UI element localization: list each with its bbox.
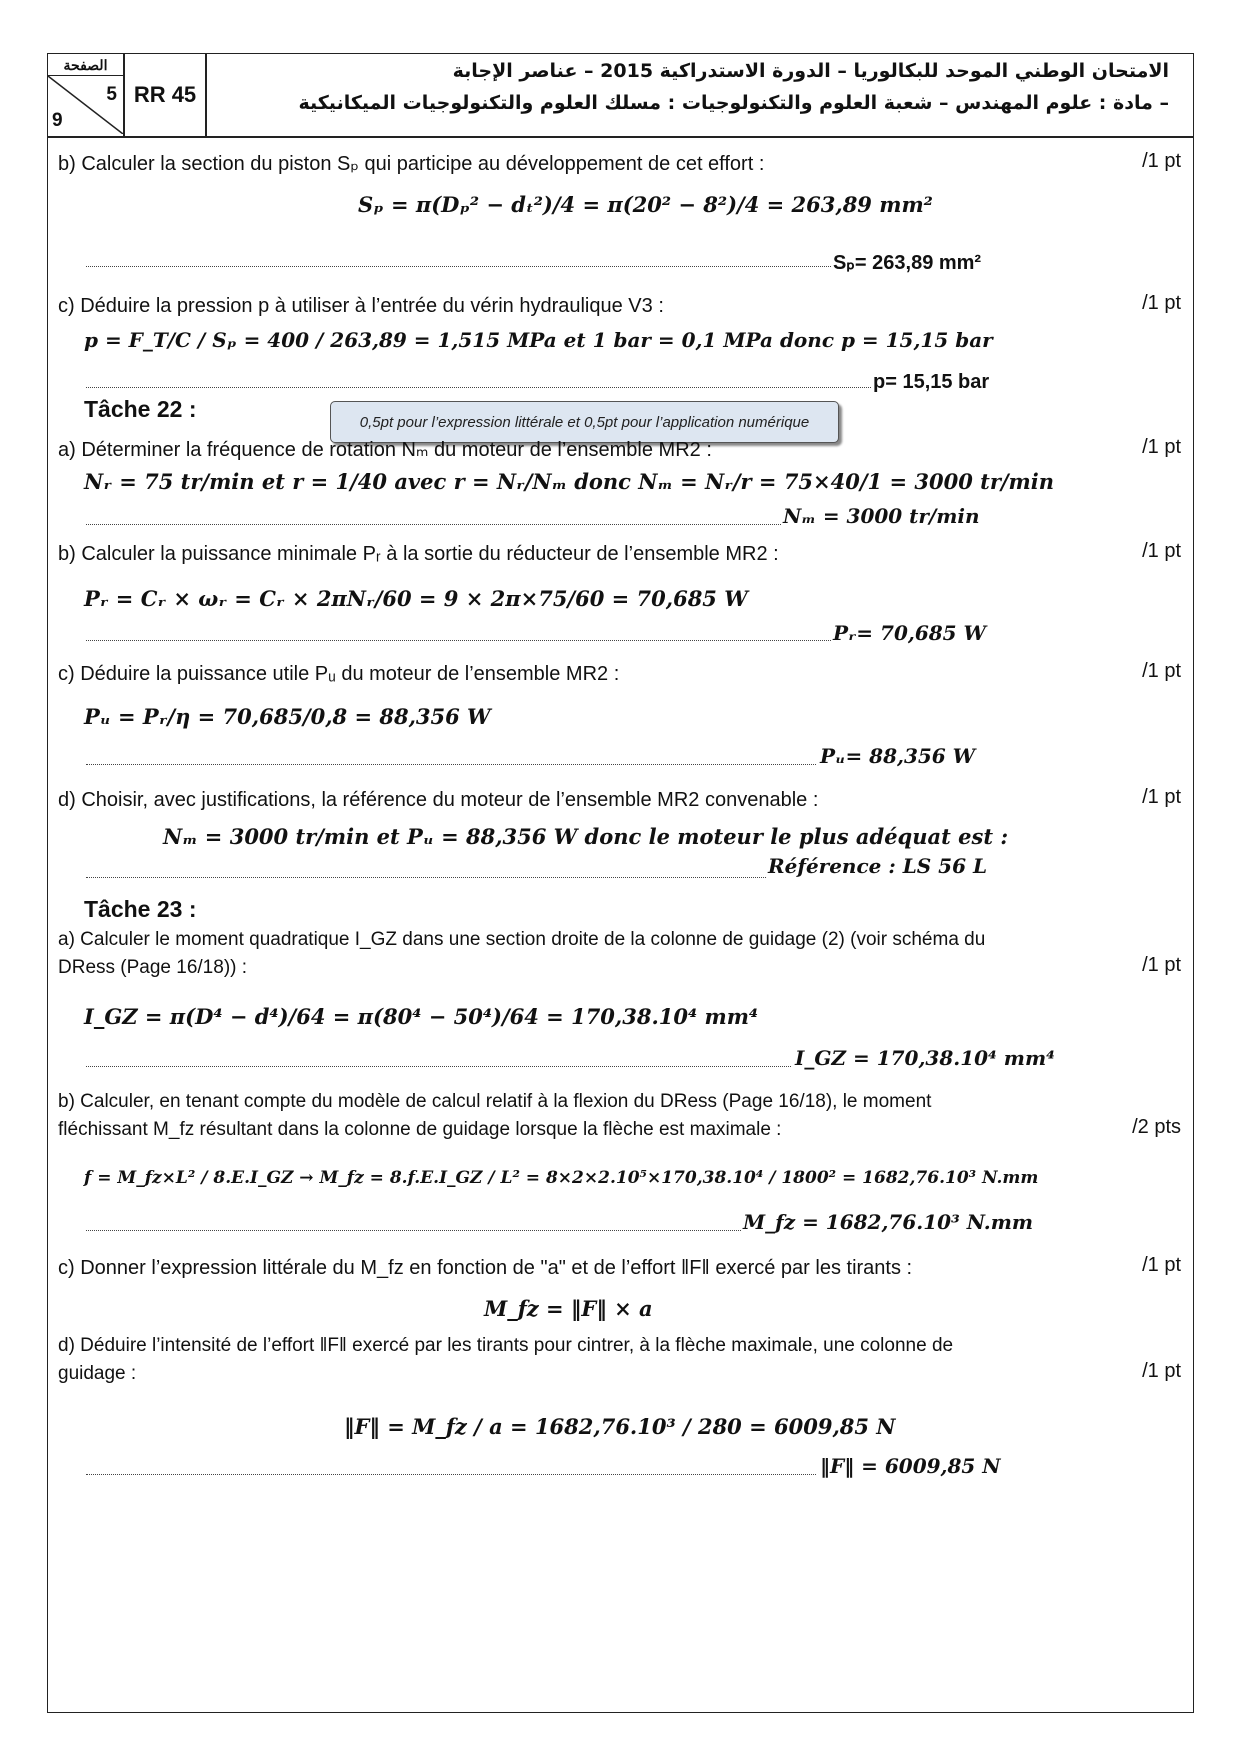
header: [48, 54, 1193, 138]
question-a-rotation: a) Déterminer la fréquence de rotation Nₘ du moteur de l’ensemble MR2 :: [58, 439, 712, 461]
header-title: [298, 60, 1169, 114]
page-current: 5: [106, 84, 117, 105]
question-d-motor: d) Choisir, avec justifications, la référence du moteur de l’ensemble MR2 convenable :: [58, 789, 819, 811]
equation-pressure: p = F_T/C / Sₚ = 400 / 263,89 = 1,515 MPa et 1 bar = 0,1 MPa donc p = 15,15 bar: [84, 328, 993, 352]
answer-power: Pᵣ= 70,685 W: [833, 621, 986, 645]
answer-rotation: Nₘ = 3000 tr/min: [783, 504, 980, 528]
task-22-heading: Tâche 22 :: [84, 396, 197, 422]
points-b-moment: /2 pts: [1132, 1116, 1181, 1138]
task-23-heading: Tâche 23 :: [84, 896, 197, 922]
page-number-box: [48, 54, 125, 136]
equation-moment: f = M_fz×L² / 8.E.I_GZ → M_fz = 8.f.E.I_GZ / L² = 8×2×2.10⁵×170,38.10⁴ / 1800² = 1682,76.10³ N.mm: [84, 1168, 1039, 1188]
equation-inertia: I_GZ = π(D⁴ − d⁴)/64 = π(80⁴ − 50⁴)/64 = 170,38.10⁴ mm⁴: [84, 1004, 759, 1029]
answer-line: [86, 764, 816, 765]
points-c-pressure: /1 pt: [1142, 292, 1181, 314]
answer-motor: Référence : LS 56 L: [768, 854, 988, 878]
answer-sheet: [47, 53, 1194, 1713]
question-c-useful-power: c) Déduire la puissance utile Pᵤ du moteur de l’ensemble MR2 :: [58, 663, 620, 685]
equation-motor: Nₘ = 3000 tr/min et Pᵤ = 88,356 W donc le moteur le plus adéquat est :: [163, 824, 1009, 849]
points-a-inertia: /1 pt: [1142, 954, 1181, 976]
answer-line: [86, 1474, 816, 1475]
answer-line: [86, 640, 831, 641]
question-a-inertia: a) Calculer le moment quadratique I_GZ dans une section droite de la colonne de guidage (2) (voir schéma du DRess (Page 16/18)) :: [58, 929, 986, 978]
points-b-section: /1 pt: [1142, 150, 1181, 172]
header-line-1: الامتحان الوطني الموحد للبكالوريا – الدورة الاستدراكية 2015 – عناصر الإجابة: [452, 60, 1169, 82]
points-d-motor: /1 pt: [1142, 786, 1181, 808]
answer-useful-power: Pᵤ= 88,356 W: [820, 744, 976, 768]
equation-expression: M_fz = ‖F‖ × a: [484, 1296, 653, 1321]
equation-force: ‖F‖ = M_fz / a = 1682,76.10³ / 280 = 6009,85 N: [344, 1414, 896, 1439]
page-label: الصفحة: [48, 55, 123, 76]
exam-code: RR 45: [125, 54, 207, 136]
equation-power: Pᵣ = Cᵣ × ωᵣ = Cᵣ × 2πNᵣ/60 = 9 × 2π×75/60 = 70,685 W: [84, 586, 748, 611]
points-c-expression: /1 pt: [1142, 1254, 1181, 1276]
answer-line: [86, 1066, 791, 1067]
answer-inertia: I_GZ = 170,38.10⁴ mm⁴: [795, 1046, 1055, 1070]
grading-note: 0,5pt pour l’expression littérale et 0,5pt pour l’application numérique: [330, 401, 839, 443]
equation-section: Sₚ = π(Dₚ² − dₜ²)/4 = π(20² − 8²)/4 = 263,89 mm²: [358, 192, 933, 217]
answer-line: [86, 387, 871, 388]
question-c-expression: c) Donner l’expression littérale du M_fz en fonction de "a" et de l’effort ‖F‖ exercé par les tirants :: [58, 1257, 913, 1279]
answer-moment: M_fz = 1682,76.10³ N.mm: [743, 1210, 1034, 1234]
points-c-useful-power: /1 pt: [1142, 660, 1181, 682]
answer-section: Sₚ= 263,89 mm²: [833, 252, 982, 274]
question-b-section: b) Calculer la section du piston Sₚ qui participe au développement de cet effort :: [58, 153, 765, 175]
equation-rotation: Nᵣ = 75 tr/min et r = 1/40 avec r = Nᵣ/Nₘ donc Nₘ = Nᵣ/r = 75×40/1 = 3000 tr/min: [84, 469, 1055, 494]
question-b-power: b) Calculer la puissance minimale Pᵣ à la sortie du réducteur de l’ensemble MR2 :: [58, 543, 779, 565]
question-d-force: d) Déduire l’intensité de l’effort ‖F‖ exercé par les tirants pour cintrer, à la flèche maximale, une colonne de guidage :: [58, 1335, 954, 1384]
answer-line: [86, 266, 831, 267]
points-b-power: /1 pt: [1142, 540, 1181, 562]
answer-line: [86, 877, 766, 878]
points-d-force: /1 pt: [1142, 1360, 1181, 1382]
question-c-pressure: c) Déduire la pression p à utiliser à l’entrée du vérin hydraulique V3 :: [58, 295, 664, 317]
equation-useful-power: Pᵤ = Pᵣ/η = 70,685/0,8 = 88,356 W: [84, 704, 491, 729]
answer-pressure: p= 15,15 bar: [873, 371, 990, 393]
question-b-moment: b) Calculer, en tenant compte du modèle de calcul relatif à la flexion du DRess (Page 16/18), le moment fléchissant M_fz résultant dans la colonne de guidage lorsque la flèche est maximale :: [58, 1091, 932, 1140]
page-total: 9: [52, 110, 63, 131]
answer-line: [86, 1230, 741, 1231]
answer-line: [86, 524, 781, 525]
header-line-2: – مادة : علوم المهندس – شعبة العلوم والتكنولوجيات : مسلك العلوم والتكنولوجيات الميكانيكية: [298, 92, 1169, 114]
points-a-rotation: /1 pt: [1142, 436, 1181, 458]
answer-force: ‖F‖ = 6009,85 N: [820, 1454, 1001, 1478]
